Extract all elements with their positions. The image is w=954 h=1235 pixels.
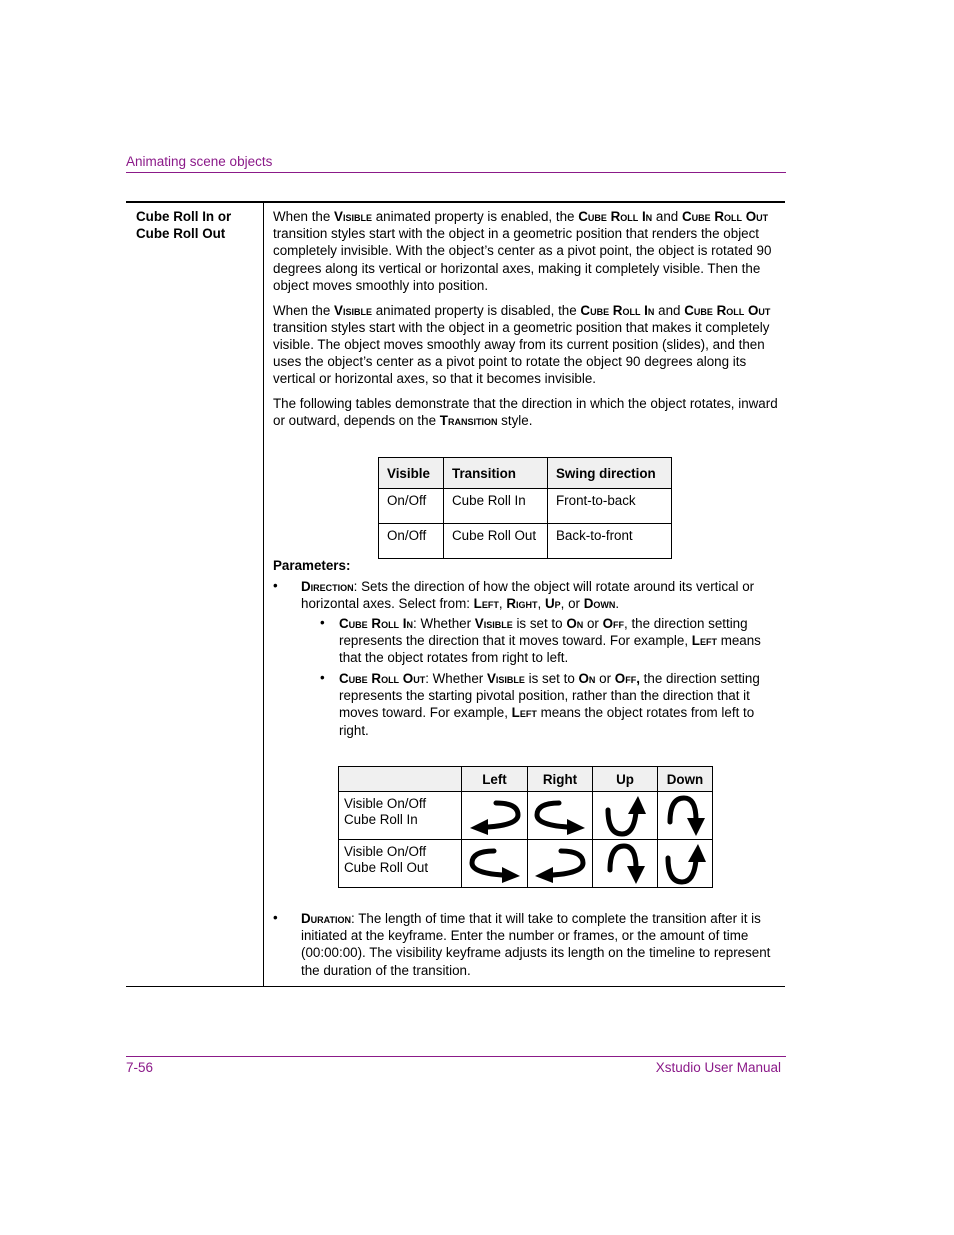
curved-arrow-up-icon bbox=[598, 794, 652, 838]
table-cell: Cube Roll Out bbox=[444, 524, 548, 559]
sub-bullet-roll-in: • bbox=[320, 615, 325, 630]
term-cell bbox=[136, 208, 256, 242]
duration-parameter: Duration: The length of time that it will take to complete the transition after it is initiated at the keyframe. Enter the number or frames, or the amount of time (00:00:00). The visibility keyframe adjusts its length on the timeline to represent the duration of the transition. bbox=[301, 911, 771, 978]
term-line-1: Cube Roll In or bbox=[136, 209, 232, 224]
table-cell bbox=[528, 840, 593, 888]
direction-parameter: Direction: Sets the direction of how the object will rotate around its vertical or horizontal axes. Select from: Left, Right, Up, or Down. bbox=[301, 579, 755, 612]
bullet-direction: • bbox=[273, 578, 278, 593]
table-cell: Back-to-front bbox=[548, 524, 672, 559]
table-bottom-rule bbox=[126, 986, 785, 987]
page-number: 7-56 bbox=[126, 1060, 154, 1075]
curved-arrow-up-icon bbox=[658, 842, 712, 886]
header-rule bbox=[126, 172, 786, 173]
curved-arrow-down-icon bbox=[662, 794, 708, 838]
table-cell: Cube Roll In bbox=[444, 489, 548, 524]
rotation-icon-table bbox=[338, 766, 713, 888]
swing-direction-table bbox=[378, 457, 672, 559]
footer-rule bbox=[126, 1056, 786, 1057]
header-left: Left bbox=[462, 767, 528, 792]
header-up: Up bbox=[593, 767, 658, 792]
header-transition: Transition bbox=[444, 458, 548, 489]
table-cell bbox=[658, 840, 713, 888]
table-row bbox=[379, 524, 672, 559]
table-cell: Front-to-back bbox=[548, 489, 672, 524]
table-header-row bbox=[379, 458, 672, 489]
section-title: Animating scene objects bbox=[126, 154, 273, 169]
table-cell bbox=[593, 792, 658, 840]
curved-arrow-right-icon bbox=[531, 795, 589, 837]
table-row bbox=[379, 489, 672, 524]
term-line-2: Cube Roll Out bbox=[136, 226, 226, 241]
curved-arrow-left-icon bbox=[531, 843, 589, 885]
table-row bbox=[339, 840, 713, 888]
cube-roll-out-note: Cube Roll Out: Whether Visible is set to On or Off, the direction setting represents the starting pivotal position, rather than the direction that it moves toward. For example, Left means the object rotates from left to right. bbox=[339, 671, 760, 738]
curved-arrow-down-icon bbox=[602, 842, 648, 886]
bullet-duration: • bbox=[273, 910, 278, 925]
table-cell bbox=[593, 840, 658, 888]
table-cell bbox=[462, 840, 528, 888]
curved-arrow-right-icon bbox=[466, 843, 524, 885]
table-column-rule bbox=[263, 203, 264, 986]
table-header-row bbox=[339, 767, 713, 792]
parameters-label: Parameters: bbox=[273, 558, 351, 573]
header-swing-direction: Swing direction bbox=[548, 458, 672, 489]
sub-bullet-roll-out: • bbox=[320, 670, 325, 685]
paragraph-disabled: When the Visible animated property is disabled, the Cube Roll In and Cube Roll Out transition styles start with the object in a geometric position that makes it completely visible. The object moves smoothly away from its current position (slides), and then uses the object’s center as a pivot point to rotate the object 90 degrees along its vertical or horizontal axes, so that it becomes invisible. bbox=[273, 302, 771, 387]
table-cell bbox=[462, 792, 528, 840]
header-visible: Visible bbox=[379, 458, 444, 489]
table-cell: On/Off bbox=[379, 489, 444, 524]
curved-arrow-left-icon bbox=[466, 795, 524, 837]
table-row bbox=[339, 792, 713, 840]
cube-roll-in-note: Cube Roll In: Whether Visible is set to On or Off, the direction setting represents the direction that it moves toward. For example, Left means that the object rotates from right to left. bbox=[339, 616, 761, 666]
table-cell bbox=[528, 792, 593, 840]
table-cell bbox=[658, 792, 713, 840]
table-top-rule bbox=[126, 201, 785, 203]
description-cell bbox=[273, 208, 779, 437]
paragraph-tables-intro: The following tables demonstrate that the direction in which the object rotates, inward or outward, depends on the Transition style. bbox=[273, 396, 778, 429]
header-blank bbox=[339, 767, 462, 792]
row-label-roll-out: Visible On/Off Cube Roll Out bbox=[339, 840, 462, 888]
table-cell: On/Off bbox=[379, 524, 444, 559]
header-right: Right bbox=[528, 767, 593, 792]
manual-title: Xstudio User Manual bbox=[655, 1060, 781, 1075]
row-label-roll-in: Visible On/Off Cube Roll In bbox=[339, 792, 462, 840]
header-down: Down bbox=[658, 767, 713, 792]
paragraph-enabled: When the Visible animated property is enabled, the Cube Roll In and Cube Roll Out transition styles start with the object in a geometric position that renders the object completely invisible. With the object’s center as a pivot point, the object is rotated 90 degrees along its vertical or horizontal axes, making it completely visible. Then the object moves smoothly into position. bbox=[273, 209, 772, 293]
